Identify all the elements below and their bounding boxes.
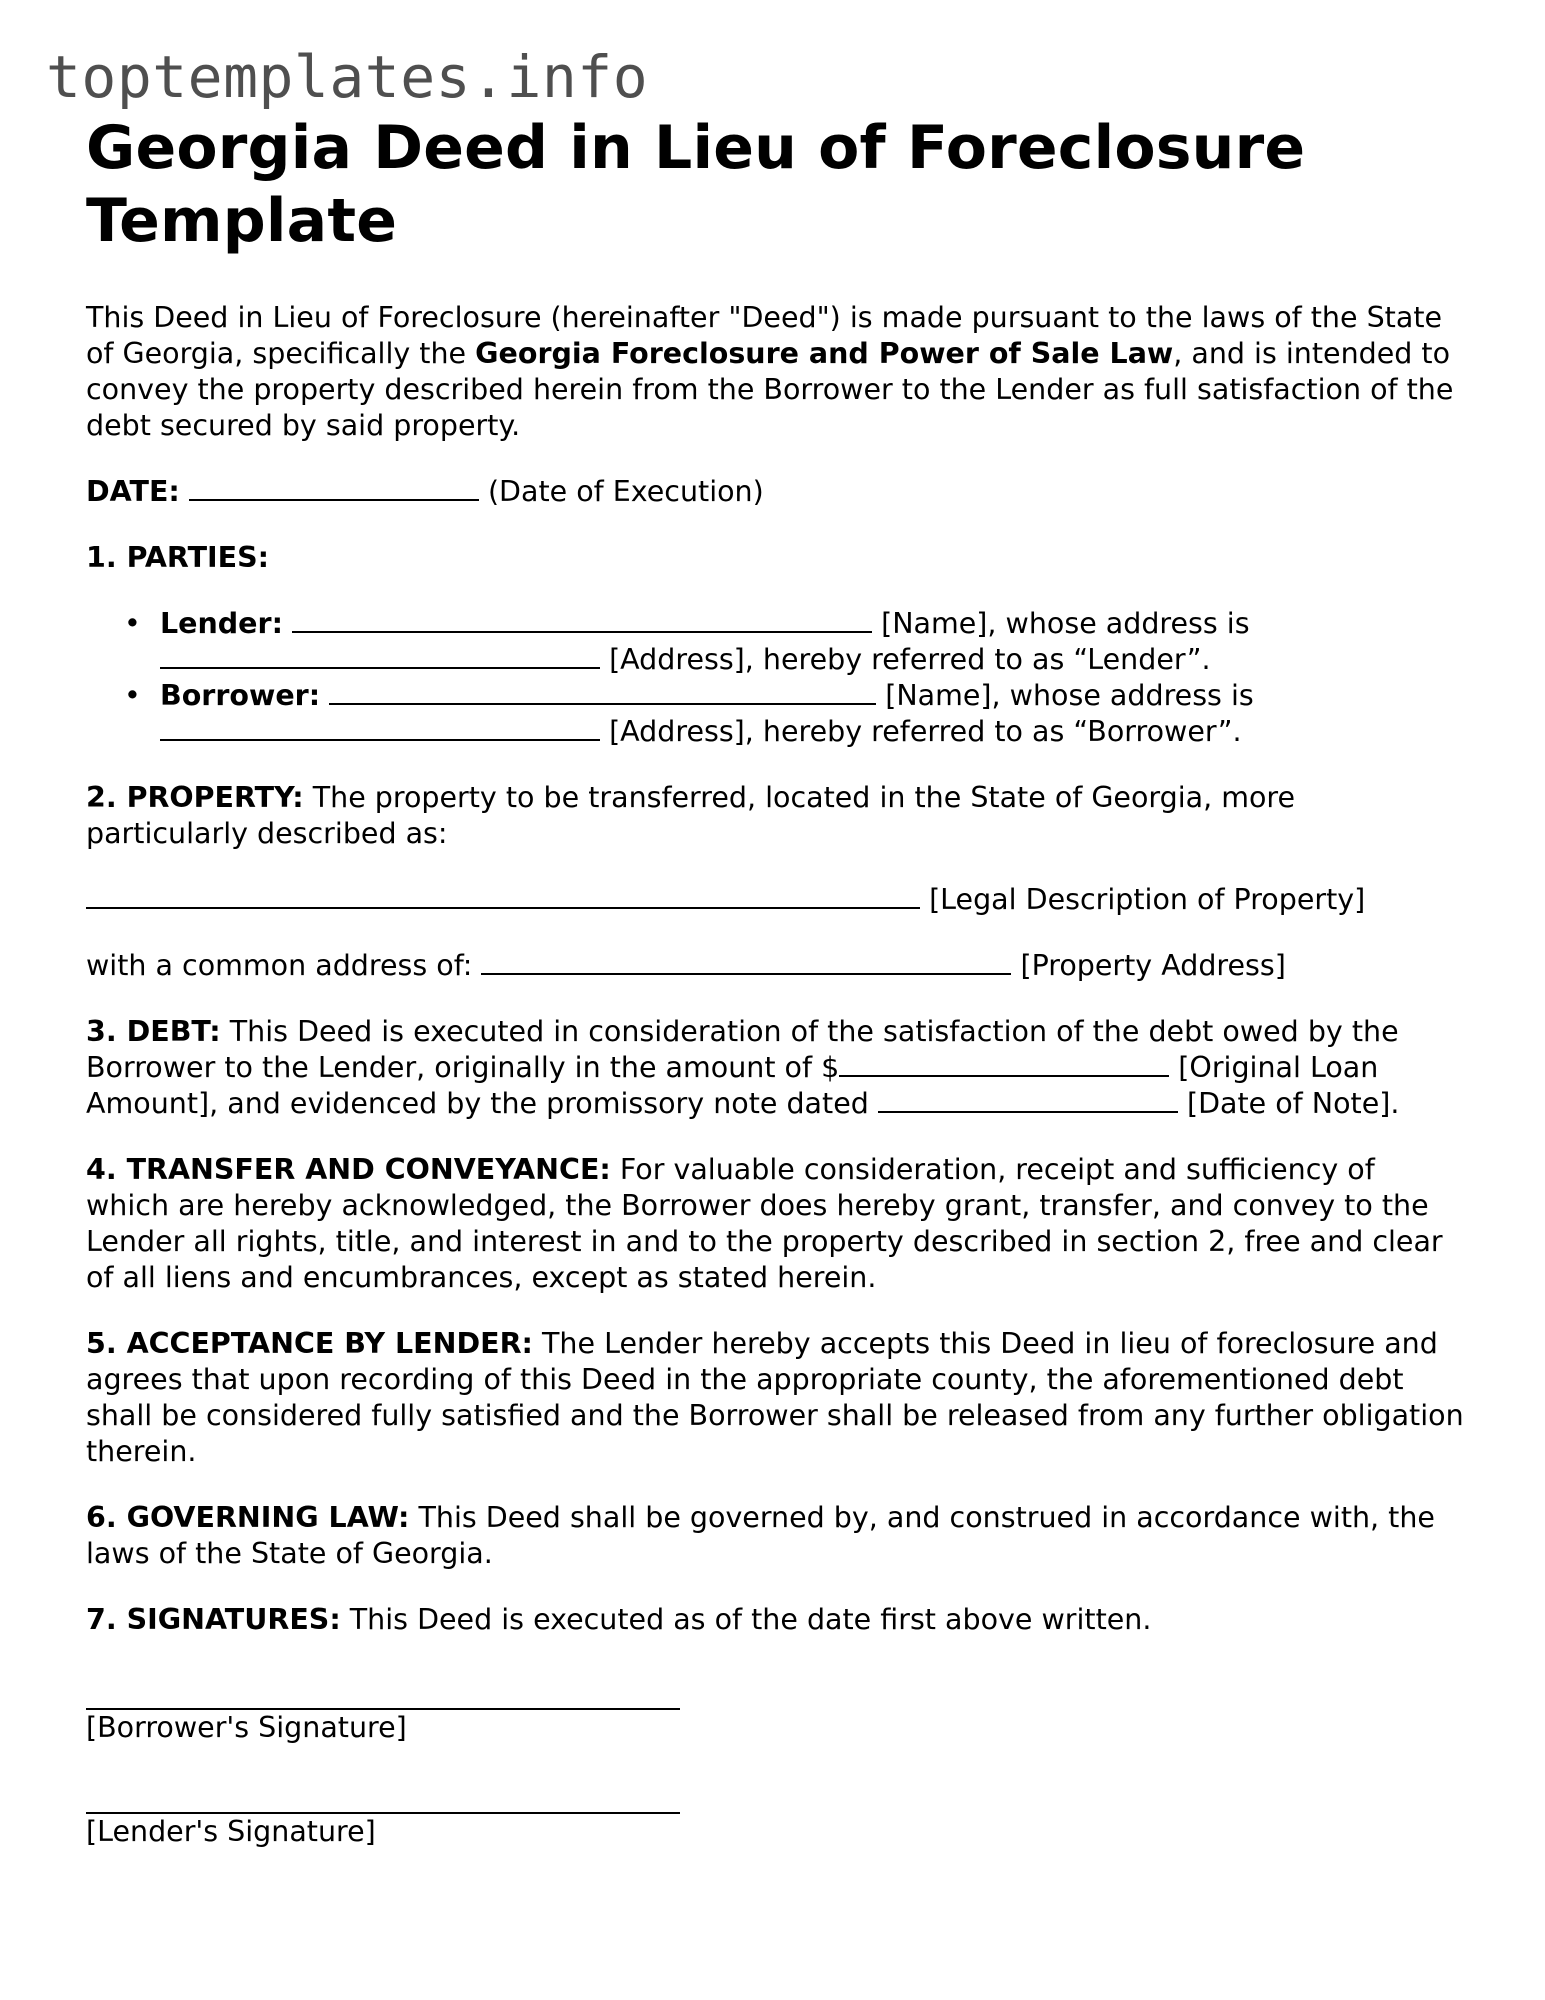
signatures-heading: 7. SIGNATURES: xyxy=(86,1603,341,1636)
borrower-signature-block xyxy=(86,1678,1466,1746)
borrower-signature-line[interactable] xyxy=(86,1678,680,1710)
borrower-name-blank[interactable] xyxy=(329,679,876,705)
date-blank[interactable] xyxy=(189,475,479,501)
transfer-section xyxy=(86,1152,1466,1296)
borrower-signature-label: [Borrower's Signature] xyxy=(86,1711,407,1744)
lender-name-hint: [Name], whose address is xyxy=(881,607,1250,640)
lender-signature-block xyxy=(86,1782,1466,1850)
legal-description-blank[interactable] xyxy=(86,883,920,909)
party-borrower xyxy=(160,678,1466,750)
acceptance-section xyxy=(86,1326,1466,1470)
debt-text-3: [Date of Note]. xyxy=(1177,1087,1400,1120)
parties-heading-text: 1. PARTIES: xyxy=(86,541,270,574)
loan-amount-blank[interactable] xyxy=(839,1051,1169,1077)
parties-heading xyxy=(86,540,1466,576)
property-address-line xyxy=(86,948,1466,984)
lender-signature-label: [Lender's Signature] xyxy=(86,1815,376,1848)
debt-section xyxy=(86,1014,1466,1122)
date-line xyxy=(86,474,1466,510)
signatures-text: This Deed is executed as of the date first above written. xyxy=(340,1603,1152,1636)
intro-text-2: , and is intended to convey the property described herein from the Borrower to the Lender as full satisfaction of the debt secured by said property. xyxy=(86,337,1454,442)
debt-text-2: [Original Loan Amount], and evidenced by the promissory note dated xyxy=(86,1051,1379,1120)
debt-text-1: This Deed is executed in consideration of the satisfaction of the debt owed by the Borrower to the Lender, originally in the amount of $ xyxy=(86,1015,1399,1084)
acceptance-text: The Lender hereby accepts this Deed in lieu of foreclosure and agrees that upon recording of this Deed in the appropriate county, the aforementioned debt shall be considered fully satisfied and the Borrower shall be released from any further obligation therein. xyxy=(86,1327,1464,1468)
intro-law-name: Georgia Foreclosure and Power of Sale Law xyxy=(475,337,1174,370)
party-list xyxy=(86,606,1466,750)
lender-signature-line[interactable] xyxy=(86,1782,680,1814)
document-page xyxy=(86,112,1466,1850)
property-address-prefix: with a common address of: xyxy=(86,949,473,982)
property-address-blank[interactable] xyxy=(481,949,1011,975)
transfer-heading: 4. TRANSFER AND CONVEYANCE: xyxy=(86,1153,611,1186)
governing-law-section xyxy=(86,1500,1466,1572)
borrower-label: Borrower: xyxy=(160,679,321,712)
note-date-blank[interactable] xyxy=(878,1087,1178,1113)
acceptance-heading: 5. ACCEPTANCE BY LENDER: xyxy=(86,1327,533,1360)
legal-description-hint: [Legal Description of Property] xyxy=(929,883,1366,916)
document-body xyxy=(86,300,1466,1850)
borrower-address-blank[interactable] xyxy=(160,715,600,741)
lender-address-hint: [Address], hereby referred to as “Lender”. xyxy=(609,643,1211,676)
borrower-name-hint: [Name], whose address is xyxy=(885,679,1254,712)
property-section xyxy=(86,780,1466,852)
property-address-hint: [Property Address] xyxy=(1020,949,1286,982)
date-label: DATE: xyxy=(86,475,180,508)
lender-address-blank[interactable] xyxy=(160,643,600,669)
watermark: toptemplates.info xyxy=(46,43,649,111)
intro-text-1: This Deed in Lieu of Foreclosure (hereinafter "Deed") is made pursuant to the laws of the State of Georgia, specifically the xyxy=(86,301,1443,370)
borrower-address-hint: [Address], hereby referred to as “Borrower”. xyxy=(609,715,1242,748)
debt-heading: 3. DEBT: xyxy=(86,1015,221,1048)
signatures-section xyxy=(86,1602,1466,1638)
governing-law-heading: 6. GOVERNING LAW: xyxy=(86,1501,410,1534)
page-title: Georgia Deed in Lieu of Foreclosure Template xyxy=(86,113,1306,256)
transfer-text: For valuable consideration, receipt and sufficiency of which are hereby acknowledged, the Borrower does hereby grant, transfer, and convey to the Lender all rights, title, and interest in and to the property described in section 2, free and clear of all liens and encumbrances, except as stated herein. xyxy=(86,1153,1443,1294)
intro-paragraph xyxy=(86,300,1466,444)
date-hint: (Date of Execution) xyxy=(487,475,764,508)
property-legal-line xyxy=(86,882,1466,918)
property-heading: 2. PROPERTY: xyxy=(86,781,304,814)
property-text: The property to be transferred, located in the State of Georgia, more particularly described as: xyxy=(86,781,1296,850)
governing-law-text: This Deed shall be governed by, and construed in accordance with, the laws of the State of Georgia. xyxy=(86,1501,1435,1570)
lender-label: Lender: xyxy=(160,607,283,640)
lender-name-blank[interactable] xyxy=(292,607,872,633)
party-lender xyxy=(160,606,1466,678)
